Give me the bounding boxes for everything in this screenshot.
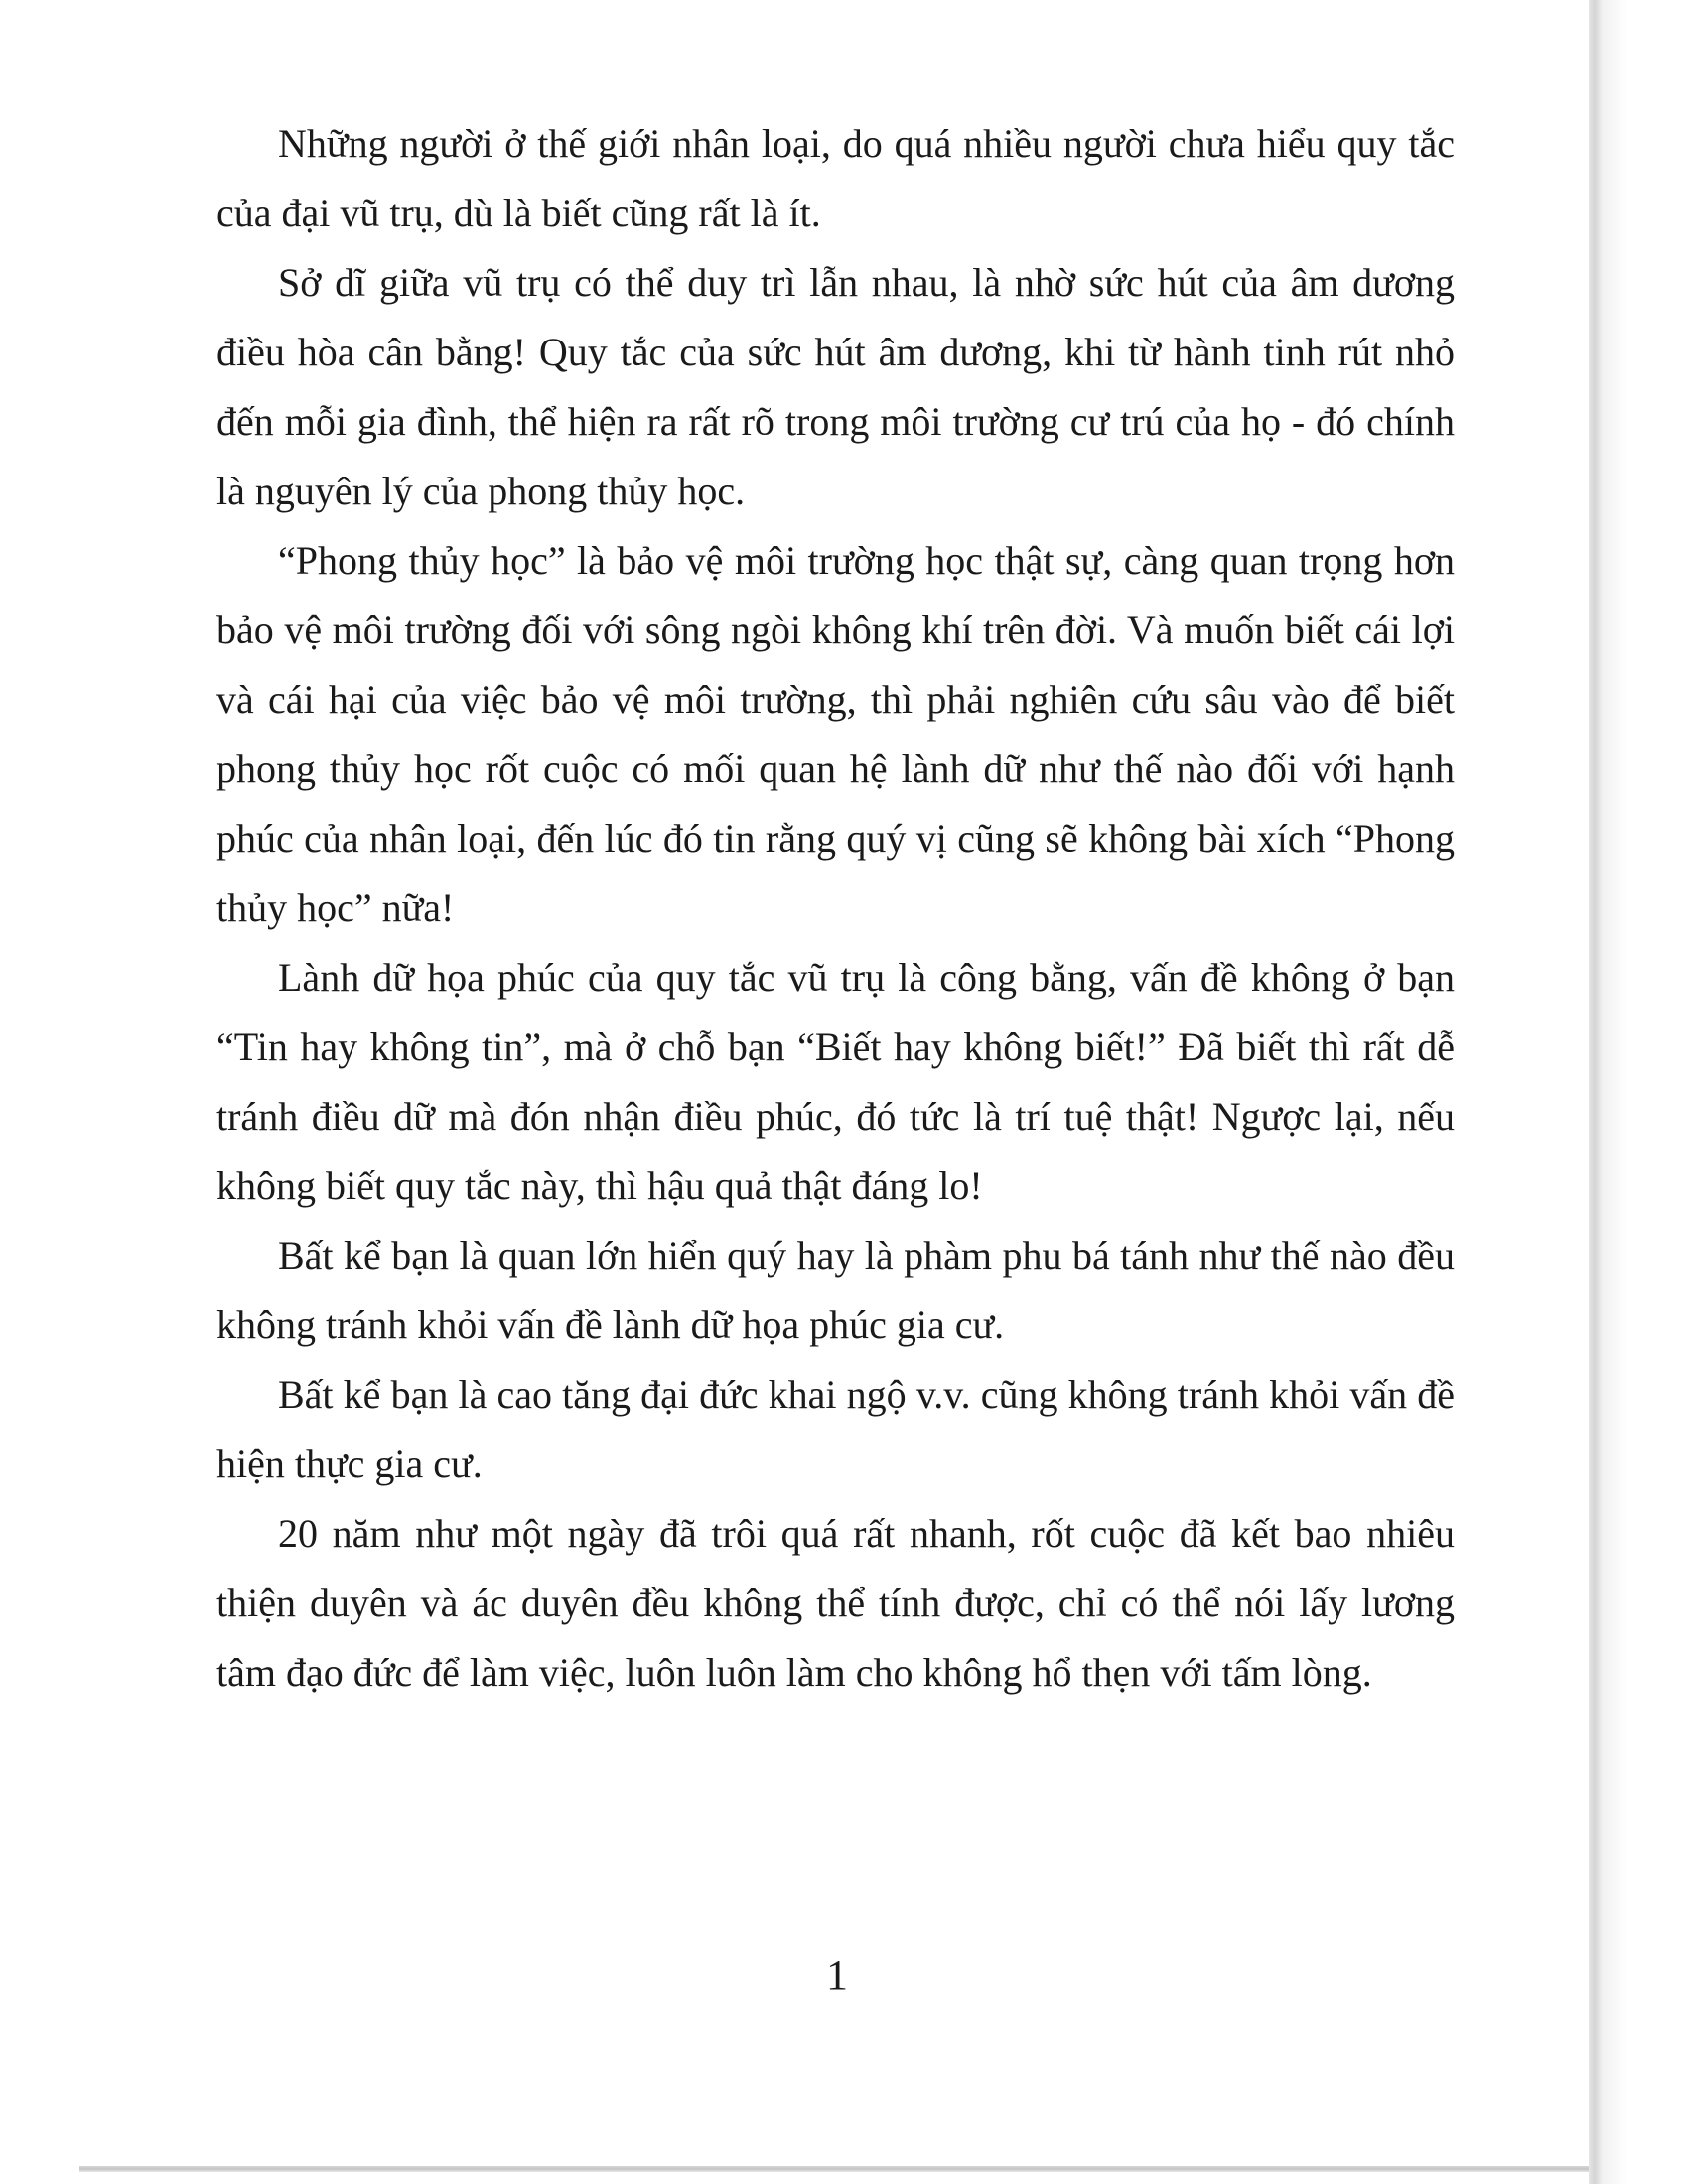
paragraph: Sở dĩ giữa vũ trụ có thể duy trì lẫn nhau, là nhờ sức hút của âm dương điều hòa cân bằng! Quy tắc của sức hút âm dương, khi từ hành tinh rút nhỏ đến mỗi gia đình, thể hiện ra rất rõ trong môi trường cư trú của họ - đó chính là nguyên lý của phong thủy học. xyxy=(216,260,1455,513)
body-text xyxy=(216,109,1455,1707)
paragraph: Những người ở thế giới nhân loại, do quá nhiều người chưa hiểu quy tắc của đại vũ trụ, dù là biết cũng rất là ít. xyxy=(216,121,1455,235)
page-edge-shadow xyxy=(1589,0,1688,2184)
page-bottom-edge xyxy=(79,2166,1589,2172)
paragraph: 20 năm như một ngày đã trôi quá rất nhanh, rốt cuộc đã kết bao nhiêu thiện duyên và ác duyên đều không thể tính được, chỉ có thể nói lấy lương tâm đạo đức để làm việc, luôn luôn làm cho không hổ thẹn với tấm lòng. xyxy=(216,1511,1455,1695)
paragraph: Bất kể bạn là cao tăng đại đức khai ngộ v.v. cũng không tránh khỏi vấn đề hiện thực gia cư. xyxy=(216,1372,1455,1486)
paragraph: “Phong thủy học” là bảo vệ môi trường học thật sự, càng quan trọng hơn bảo vệ môi trường đối với sông ngòi không khí trên đời. Và muốn biết cái lợi và cái hại của việc bảo vệ môi trường, thì phải nghiên cứu sâu vào để biết phong thủy học rốt cuộc có mối quan hệ lành dữ như thế nào đối với hạnh phúc của nhân loại, đến lúc đó tin rằng quý vị cũng sẽ không bài xích “Phong thủy học” nữa! xyxy=(216,538,1455,930)
paragraph: Bất kể bạn là quan lớn hiển quý hay là phàm phu bá tánh như thế nào đều không tránh khỏi vấn đề lành dữ họa phúc gia cư. xyxy=(216,1233,1455,1347)
page-number: 1 xyxy=(826,1951,848,1999)
paragraph: Lành dữ họa phúc của quy tắc vũ trụ là công bằng, vấn đề không ở bạn “Tin hay không tin”, mà ở chỗ bạn “Biết hay không biết!” Đã biết thì rất dễ tránh điều dữ mà đón nhận điều phúc, đó tức là trí tuệ thật! Ngược lại, nếu không biết quy tắc này, thì hậu quả thật đáng lo! xyxy=(216,955,1455,1208)
